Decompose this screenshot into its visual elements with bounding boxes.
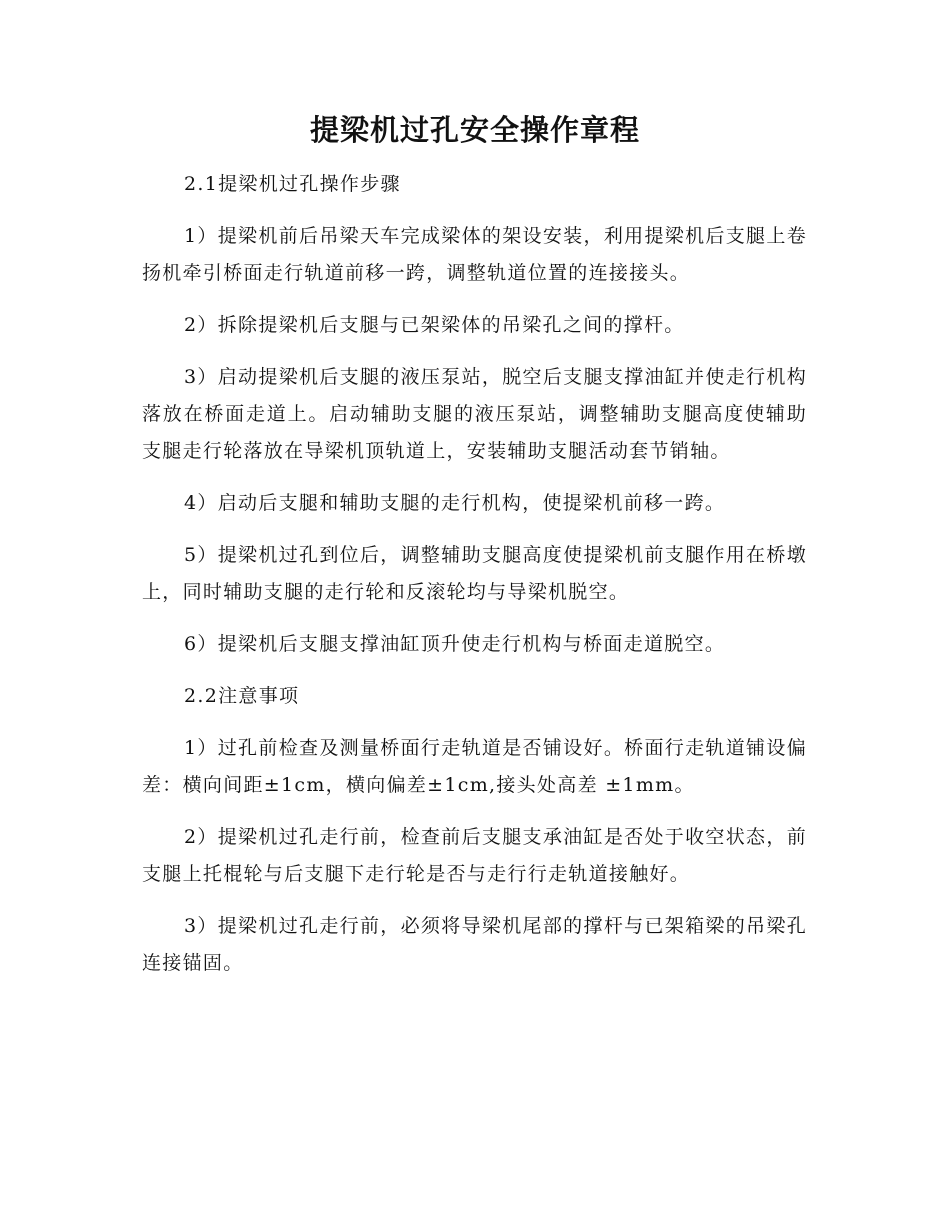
page-title: 提梁机过孔安全操作章程 xyxy=(309,113,640,147)
step-paragraph-2: 2）拆除提梁机后支腿与已架梁体的吊梁孔之间的撑杆。 xyxy=(184,314,685,336)
document-body xyxy=(142,166,807,997)
section-heading-2-2: 2.2注意事项 xyxy=(184,685,300,707)
step-paragraph-1: 1）提梁机前后吊梁天车完成梁体的架设安装，利用提梁机后支腿上卷扬机牵引桥面走行轨道前移一跨，调整轨道位置的连接接头。 xyxy=(142,225,807,284)
note-paragraph-1: 1）过孔前检查及测量桥面行走轨道是否铺设好。桥面行走轨道铺设偏差：横向间距±1cm，横向偏差±1cm,接头处高差 ±1mm。 xyxy=(142,737,807,796)
note-paragraph-3: 3）提梁机过孔走行前，必须将导梁机尾部的撑杆与已架箱梁的吊梁孔连接锚固。 xyxy=(142,915,807,974)
step-paragraph-3: 3）启动提梁机后支腿的液压泵站，脱空后支腿支撑油缸并使走行机构落放在桥面走道上。启动辅助支腿的液压泵站，调整辅助支腿高度使辅助支腿走行轮落放在导梁机顶轨道上，安装辅助支腿活动套节销轴。 xyxy=(142,366,807,462)
section-heading-2-1: 2.1提梁机过孔操作步骤 xyxy=(184,173,401,195)
note-paragraph-2: 2）提梁机过孔走行前，检查前后支腿支承油缸是否处于收空状态，前支腿上托棍轮与后支腿下走行轮是否与走行行走轨道接触好。 xyxy=(142,826,807,885)
step-paragraph-5: 5）提梁机过孔到位后，调整辅助支腿高度使提梁机前支腿作用在桥墩上，同时辅助支腿的走行轮和反滚轮均与导梁机脱空。 xyxy=(142,544,807,603)
step-paragraph-6: 6）提梁机后支腿支撑油缸顶升使走行机构与桥面走道脱空。 xyxy=(184,633,726,655)
step-paragraph-4: 4）启动后支腿和辅助支腿的走行机构，使提梁机前移一跨。 xyxy=(184,492,726,514)
